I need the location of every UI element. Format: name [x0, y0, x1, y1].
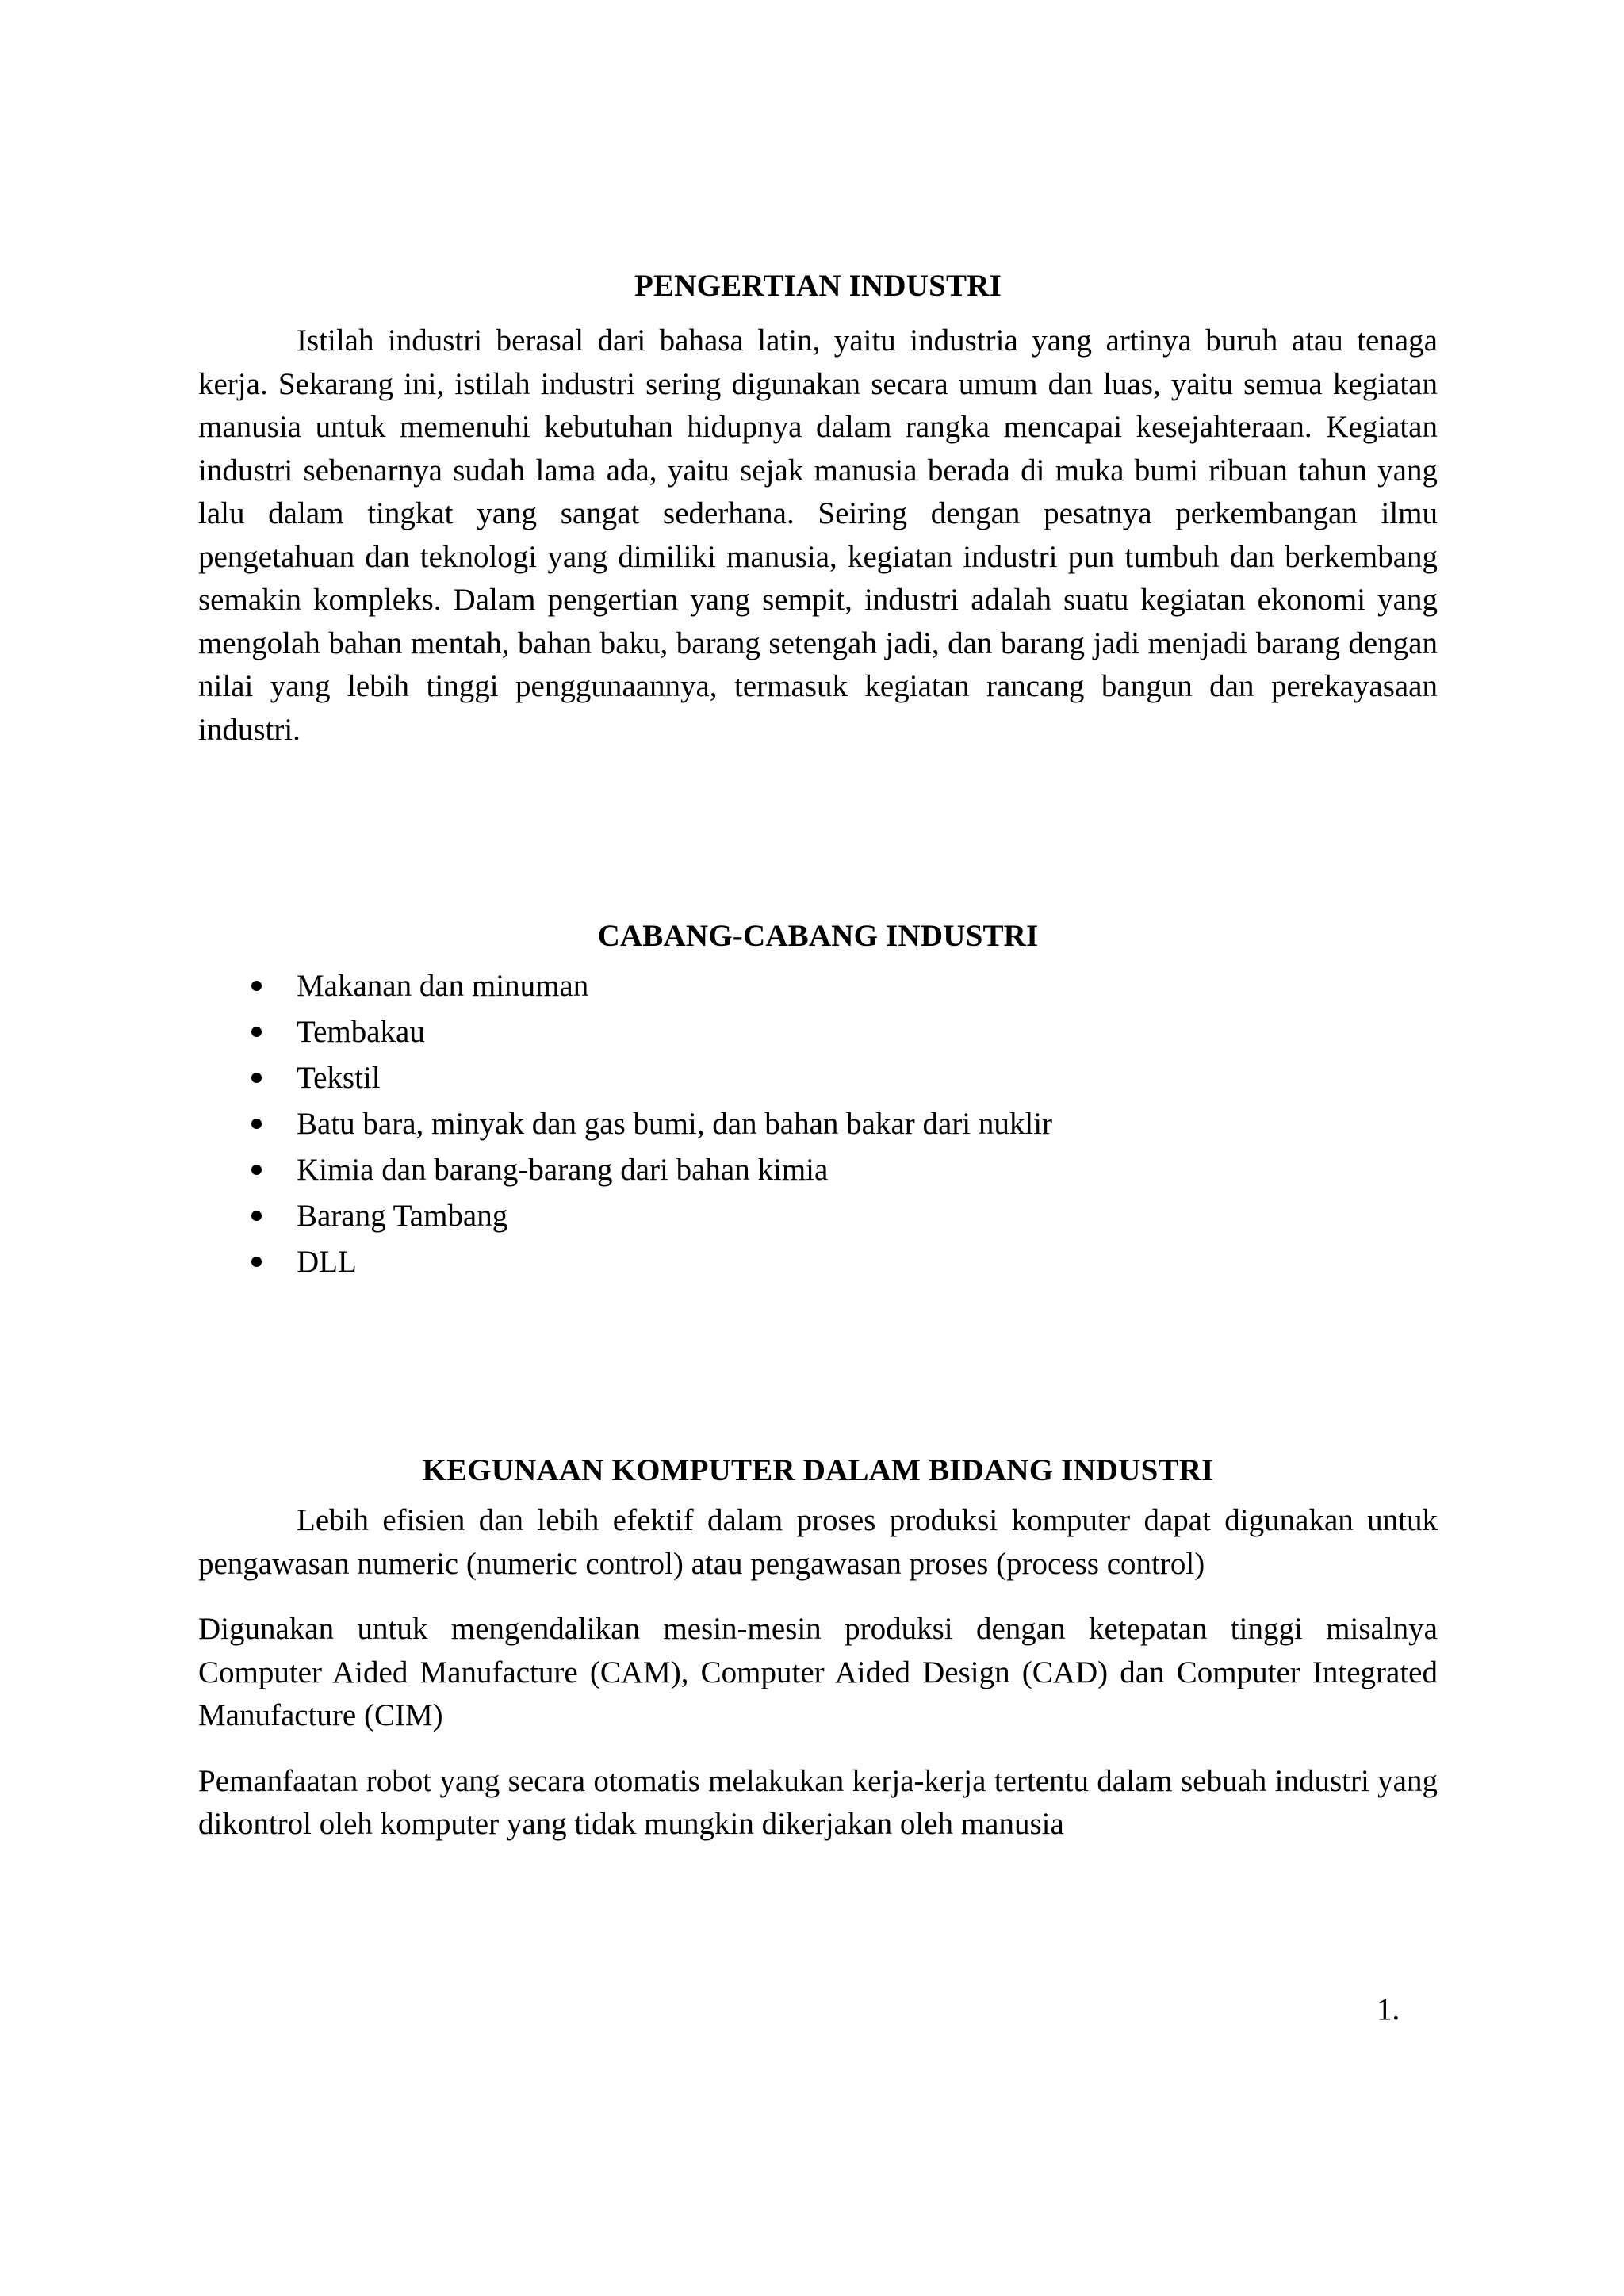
bullet-icon [251, 1257, 262, 1267]
list-item [198, 1055, 1438, 1101]
list-item [198, 1101, 1438, 1147]
list-item-text: Barang Tambang [297, 1199, 508, 1233]
page-number: 1. [1377, 1992, 1400, 2026]
section-title-cabang-industri: CABANG-CABANG INDUSTRI [597, 919, 1039, 953]
bullet-icon [251, 1165, 262, 1175]
list-item [198, 963, 1438, 1009]
bullet-icon [251, 1119, 262, 1129]
bullet-icon [251, 981, 262, 991]
page-content [198, 266, 1438, 1846]
paragraph-kegunaan-1: Lebih efisien dan lebih efektif dalam proses produksi komputer dapat digunakan untuk pengawasan numeric (numeric control) atau pengawasan proses (process control) [198, 1503, 1438, 1581]
list-item [198, 1193, 1438, 1239]
industry-branch-list [198, 963, 1438, 1285]
list-item-text: Kimia dan barang-barang dari bahan kimia [297, 1153, 829, 1187]
bullet-icon [251, 1073, 262, 1083]
list-item [198, 1239, 1438, 1285]
section-title-pengertian-industri: PENGERTIAN INDUSTRI [634, 269, 1002, 303]
paragraph-pengertian-industri: Istilah industri berasal dari bahasa latin, yaitu industria yang artinya buruh atau tenaga kerja. Sekarang ini, istilah industri sering digunakan secara umum dan luas, yaitu semua kegiatan manusia untuk memenuhi kebutuhan hidupnya dalam rangka mencapai kesejahteraan. Kegiatan industri sebenarnya sudah lama ada, yaitu sejak manusia berada di muka bumi ribuan tahun yang lalu dalam tingkat yang sangat sederhana. Seiring dengan pesatnya perkembangan ilmu pengetahuan dan teknologi yang dimiliki manusia, kegiatan industri pun tumbuh dan berkembang semakin kompleks. Dalam pengertian yang sempit, industri adalah suatu kegiatan ekonomi yang mengolah bahan mentah, bahan baku, barang setengah jadi, dan barang jadi menjadi barang dengan nilai yang lebih tinggi penggunaannya, termasuk kegiatan rancang bangun dan perekayasaan industri. [198, 323, 1438, 747]
bullet-icon [251, 1211, 262, 1221]
list-item-text: Makanan dan minuman [297, 969, 589, 1003]
list-item-text: Tekstil [297, 1061, 381, 1095]
section-title-kegunaan-komputer: KEGUNAAN KOMPUTER DALAM BIDANG INDUSTRI [422, 1453, 1214, 1487]
list-item-text: DLL [297, 1245, 357, 1279]
list-item [198, 1009, 1438, 1055]
list-item-text: Batu bara, minyak dan gas bumi, dan bahan bakar dari nuklir [297, 1107, 1053, 1141]
paragraph-kegunaan-2: Digunakan untuk mengendalikan mesin-mesin produksi dengan ketepatan tinggi misalnya Computer Aided Manufacture (CAM), Computer Aided Design (CAD) dan Computer Integrated Manufacture (CIM) [198, 1612, 1438, 1732]
list-item [198, 1147, 1438, 1193]
paragraph-kegunaan-3: Pemanfaatan robot yang secara otomatis melakukan kerja-kerja tertentu dalam sebuah industri yang dikontrol oleh komputer yang tidak mungkin dikerjakan oleh manusia [198, 1763, 1438, 1841]
list-item-text: Tembakau [297, 1015, 425, 1049]
bullet-icon [251, 1027, 262, 1037]
